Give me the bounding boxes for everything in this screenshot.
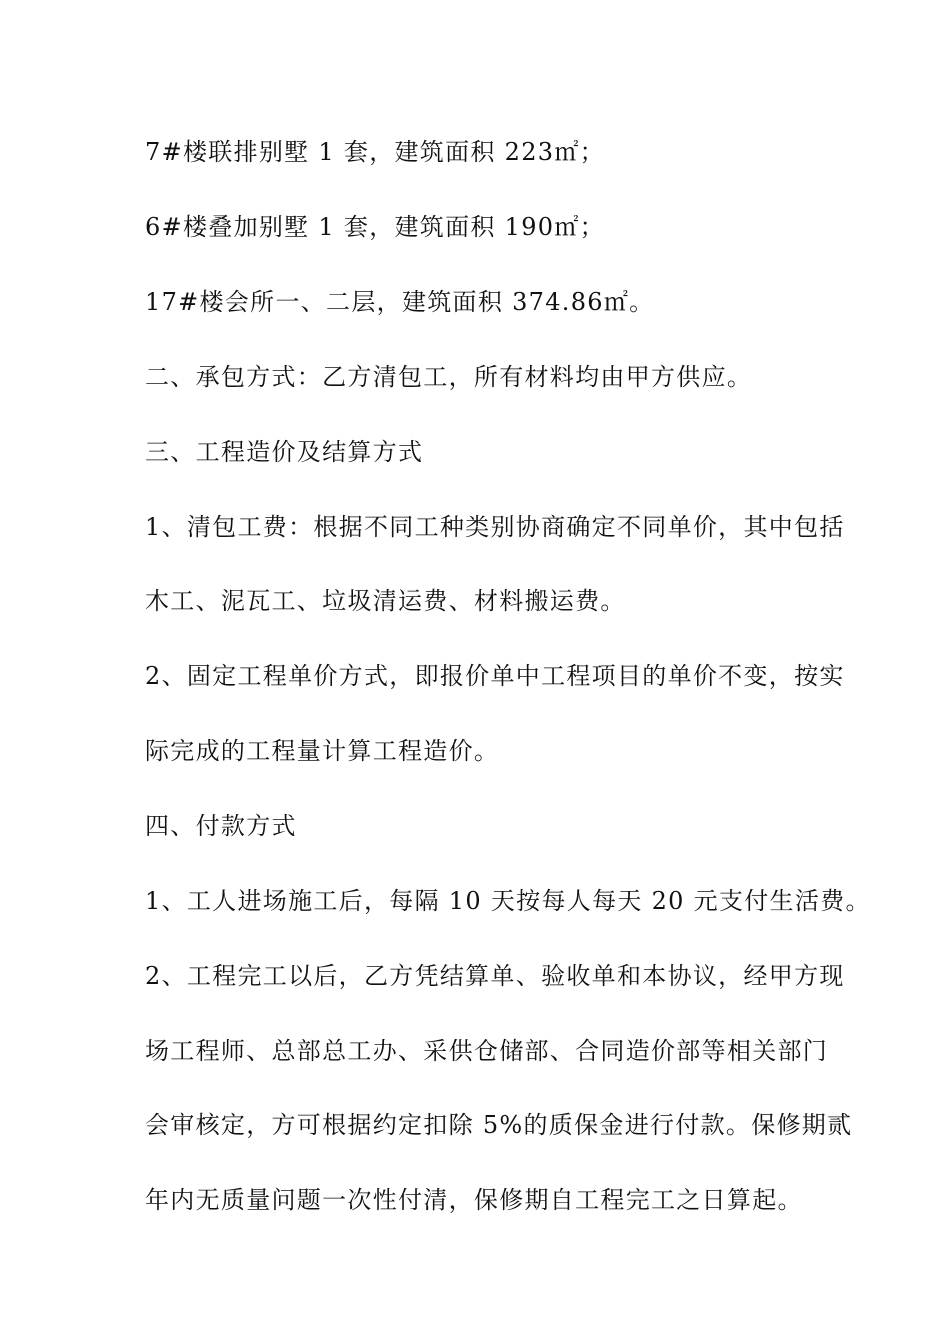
text-line-living-expense: 1、工人进场施工后，每隔 10 天按每人每天 20 元支付生活费。 xyxy=(145,887,871,915)
text-line-labor-fee: 1、清包工费：根据不同工种类别协商确定不同单价，其中包括 xyxy=(145,513,845,541)
text-line-completion-payment-cont1: 场工程师、总部总工办、采供仓储部、合同造价部等相关部门 xyxy=(145,1037,829,1065)
text-line-17-building: 17#楼会所一、二层，建筑面积 374.86㎡。 xyxy=(145,288,655,316)
text-line-7-building: 7#楼联排别墅 1 套，建筑面积 223㎡； xyxy=(145,138,605,166)
text-line-completion-payment-cont3: 年内无质量问题一次性付清，保修期自工程完工之日算起。 xyxy=(145,1186,803,1214)
section-heading-payment: 四、付款方式 xyxy=(145,812,297,840)
text-line-labor-fee-cont: 木工、泥瓦工、垃圾清运费、材料搬运费。 xyxy=(145,587,626,615)
text-line-fixed-price-cont: 际完成的工程量计算工程造价。 xyxy=(145,737,500,765)
text-line-completion-payment: 2、工程完工以后，乙方凭结算单、验收单和本协议，经甲方现 xyxy=(145,962,845,990)
text-line-fixed-price: 2、固定工程单价方式，即报价单中工程项目的单价不变，按实 xyxy=(145,662,845,690)
section-heading-cost-settlement: 三、工程造价及结算方式 xyxy=(145,438,424,466)
section-heading-contract-method: 二、承包方式：乙方清包工，所有材料均由甲方供应。 xyxy=(145,363,753,391)
text-line-6-building: 6#楼叠加别墅 1 套，建筑面积 190㎡； xyxy=(145,213,605,241)
text-line-completion-payment-cont2: 会审核定，方可根据约定扣除 5%的质保金进行付款。保修期贰 xyxy=(145,1111,853,1139)
